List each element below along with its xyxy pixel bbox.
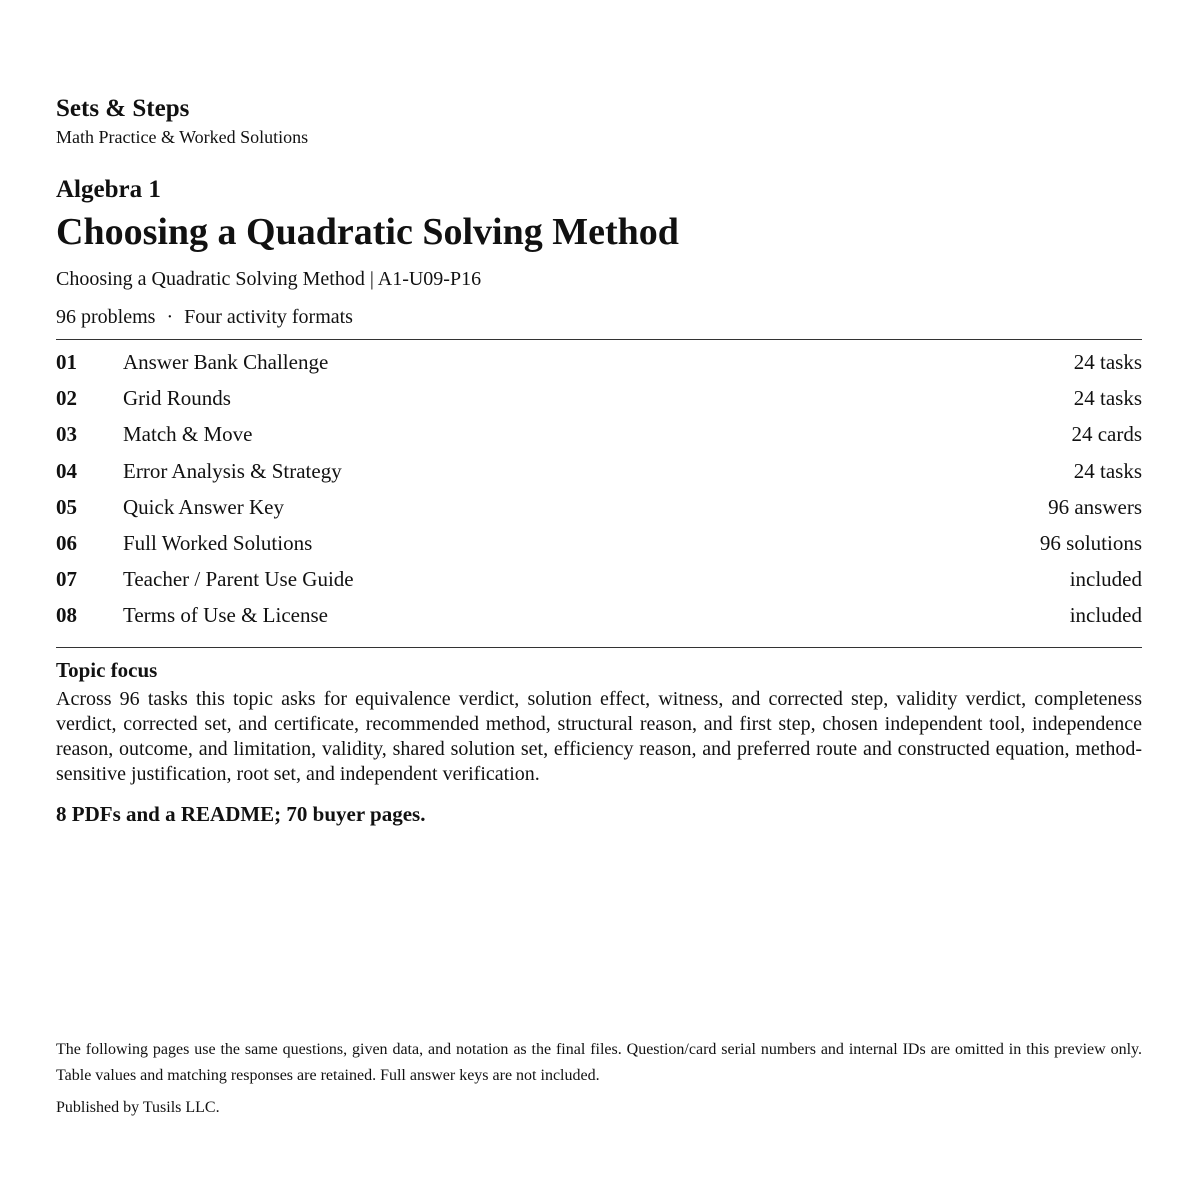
item-number: 02 [56, 386, 77, 411]
contents-row [56, 528, 1142, 564]
item-label: Full Worked Solutions [123, 530, 313, 555]
item-count: 24 tasks [1073, 458, 1142, 483]
topic-focus-body: Across 96 tasks this topic asks for equivalence verdict, solution effect, witness, and corrected step, validity verdict, completeness verdict, corrected set, and certificate, recommended method, structural reason, and first step, chosen independent tool, independence reason, outcome, and limitation, validity, shared solution set, efficiency reason, and preferred route and constructed equation, method-sensitive justification, root set, and independent verification. [56, 687, 1142, 786]
item-count: 24 tasks [1073, 350, 1142, 374]
publisher-line: Published by Tusils LLC. [56, 1099, 220, 1116]
meta-separator: · [166, 306, 174, 328]
item-number: 08 [56, 603, 77, 628]
item-label: Grid Rounds [123, 386, 231, 411]
problem-count: 96 problems [56, 306, 156, 328]
item-label: Teacher / Parent Use Guide [123, 567, 354, 592]
contents-row [56, 419, 1142, 455]
item-number: 04 [56, 458, 77, 483]
topic-focus-heading: Topic focus [56, 657, 158, 682]
item-count: 96 answers [1048, 494, 1142, 519]
item-label: Terms of Use & License [123, 603, 328, 628]
item-count: 24 tasks [1073, 386, 1142, 411]
item-number: 05 [56, 494, 77, 519]
divider-bottom [56, 647, 1142, 648]
preview-footer [56, 1037, 1142, 1119]
contents-list [56, 340, 1142, 647]
contents-row [56, 492, 1142, 528]
product-page [56, 92, 1142, 828]
brand-name: Sets & Steps [56, 95, 190, 122]
item-label: Answer Bank Challenge [123, 350, 329, 374]
contents-row [56, 564, 1142, 600]
item-count: included [1069, 567, 1142, 592]
brand-tagline: Math Practice & Worked Solutions [56, 127, 309, 147]
item-label: Match & Move [123, 422, 253, 447]
preview-notice: The following pages use the same questions, given data, and notation as the final files. Question/card serial numbers and internal IDs are omitted in this preview only. Table values and matching responses are retained. Full answer keys are not included. [56, 1041, 1142, 1084]
files-summary: 8 PDFs and a README; 70 buyer pages. [56, 801, 426, 826]
item-number: 06 [56, 530, 77, 555]
item-number: 07 [56, 567, 77, 592]
product-meta [56, 304, 1142, 330]
page-subtitle: Choosing a Quadratic Solving Method | A1-U09-P16 [56, 268, 482, 290]
contents-row [56, 383, 1142, 419]
item-number: 03 [56, 422, 77, 447]
item-number: 01 [56, 350, 77, 374]
item-count: 96 solutions [1039, 530, 1142, 555]
contents-row [56, 347, 1142, 383]
contents-row [56, 600, 1142, 636]
format-count: Four activity formats [184, 306, 353, 328]
item-count: 24 cards [1071, 422, 1142, 447]
course-label: Algebra 1 [56, 176, 161, 203]
item-label: Error Analysis & Strategy [123, 458, 342, 483]
item-label: Quick Answer Key [123, 494, 284, 519]
item-count: included [1069, 603, 1142, 628]
page-title: Choosing a Quadratic Solving Method [56, 211, 679, 253]
contents-row [56, 456, 1142, 492]
